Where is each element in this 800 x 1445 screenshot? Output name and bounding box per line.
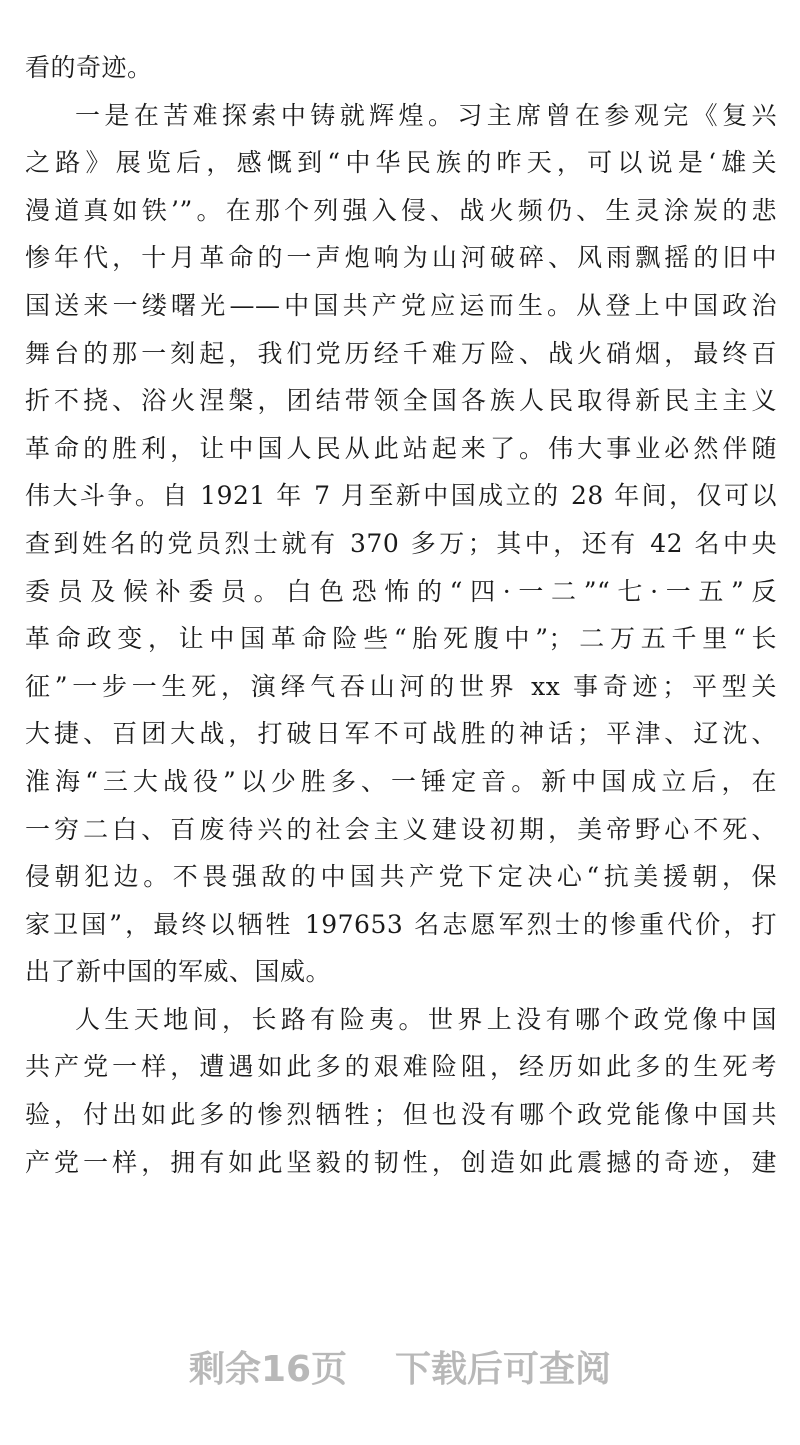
text-line: 漫道真如铁’”。在那个列强入侵、战火频仍、生灵涂炭的悲 [25, 195, 777, 225]
text-line: 征”一步一生死，演绎气吞山河的世界 xx 事奇迹；平型关 [25, 671, 777, 701]
text-line: 家卫国”，最终以牺牲 197653 名志愿军烈士的惨重代价，打 [25, 909, 777, 939]
text-line: 之路》展览后，感慨到“中华民族的昨天，可以说是‘雄关 [25, 148, 777, 178]
text-line: 伟大斗争。自 1921 年 7 月至新中国成立的 28 年间，仅可以 [25, 481, 777, 511]
text-line: 革命政变，让中国革命险些“胎死腹中”；二万五千里“长 [25, 624, 777, 654]
download-banner[interactable] [0, 1340, 800, 1400]
text-line: 国送来一缕曙光——中国共产党应运而生。从登上中国政治 [25, 290, 777, 320]
text-line: 革命的胜利，让中国人民从此站起来了。伟大事业必然伴随 [25, 433, 777, 463]
text-line: 出了新中国的军威、国威。 [25, 957, 332, 987]
text-line: 侵朝犯边。不畏强敌的中国共产党下定决心“抗美援朝，保 [25, 862, 777, 892]
text-line: 折不挠、浴火涅槃，团结带领全国各族人民取得新民主主义 [25, 386, 777, 416]
text-line: 人生天地间，长路有险夷。世界上没有哪个政党像中国 [75, 1004, 777, 1034]
text-line: 舞台的那一刻起，我们党历经千难万险、战火硝烟，最终百 [25, 338, 777, 368]
text-line: 一是在苦难探索中铸就辉煌。习主席曾在参观完《复兴 [75, 100, 777, 130]
text-line: 验，付出如此多的惨烈牺牲；但也没有哪个政党能像中国共 [25, 1100, 777, 1130]
text-line: 产党一样，拥有如此坚毅的韧性，创造如此震撼的奇迹，建 [25, 1147, 777, 1177]
document-body [25, 44, 777, 1186]
remaining-pages-label: 剩余16页 [188, 1349, 348, 1390]
download-hint-label[interactable]: 下载后可查阅 [395, 1349, 612, 1390]
text-line: 查到姓名的党员烈士就有 370 多万；其中，还有 42 名中央 [25, 528, 777, 558]
text-line: 惨年代，十月革命的一声炮响为山河破碎、风雨飘摇的旧中 [25, 243, 777, 273]
text-line: 共产党一样，遭遇如此多的艰难险阻，经历如此多的生死考 [25, 1052, 777, 1082]
text-line: 一穷二白、百废待兴的社会主义建设初期，美帝野心不死、 [25, 814, 777, 844]
text-line: 淮海“三大战役”以少胜多、一锤定音。新中国成立后，在 [25, 766, 777, 796]
text-line: 看的奇迹。 [25, 53, 153, 82]
text-line: 委员及候补委员。白色恐怖的“四·一二”“七·一五”反 [25, 576, 777, 606]
text-line: 大捷、百团大战，打破日军不可战胜的神话；平津、辽沈、 [25, 719, 777, 749]
